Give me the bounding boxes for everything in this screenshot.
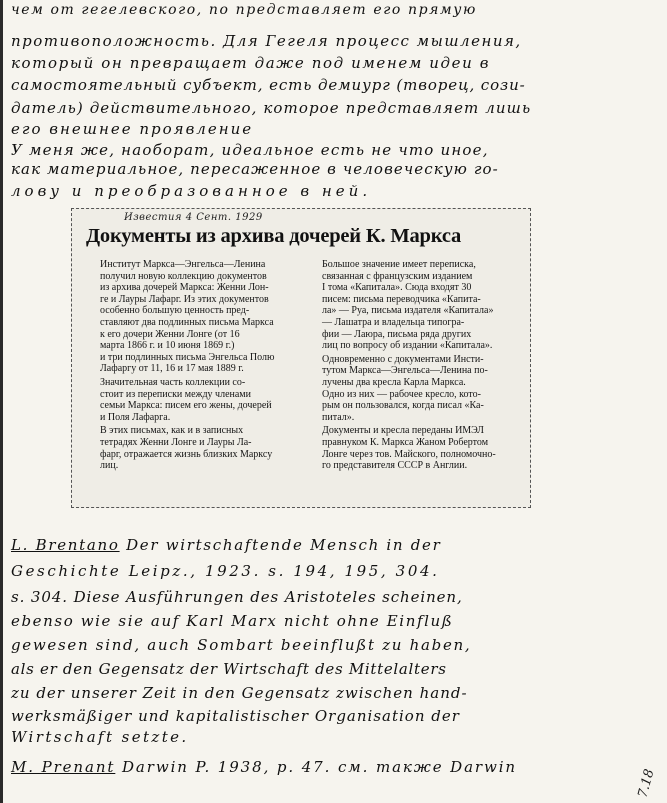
clipping-line: получил новую коллекцию документов [100,270,267,282]
clipping-line: лиц. [100,460,119,472]
clipping-paragraph [308,259,518,352]
clipping-line: к его дочери Женни Лонге (от 16 [100,328,240,340]
page-number: 7.18 [635,767,658,800]
handwritten-line: его внешнее проявление [11,120,254,138]
clipping-line: из архива дочерей Маркса: Женни Лон- [100,282,269,294]
handwritten-line: Wirtschaft setzte. [11,728,189,746]
newspaper-clipping [71,208,531,508]
clipping-line: писем: письма переводчика «Капита- [322,293,481,305]
handwritten-line: Geschichte Leipz., 1923. s. 194, 195, 304. [11,562,440,580]
clipping-right-column [308,259,518,474]
clipping-line: и Поля Лафарга. [100,411,171,423]
clipping-line: стоит из переписки между членами [100,388,251,400]
handwritten-line: als er den Gegensatz der Wirtschaft des Mittelalters [11,660,447,678]
clipping-line: ставляют два подлинных письма Маркса [100,316,274,328]
clipping-paragraph [86,425,296,471]
clipping-line: и три подлинных письма Энгельса Полю [100,351,275,363]
handwritten-line: датель) действительного, которое представляет лишь [11,99,532,117]
reference-author: M. Prenant [11,758,116,776]
clipping-line: рым он пользовался, когда писал «Ка- [322,400,484,412]
handwritten-line: У меня же, наоборат, идеальное есть не что иное, [11,141,489,159]
handwritten-line: werksmäßiger und kapitalistischer Organisation der [11,707,460,725]
handwritten-line: gewesen sind, auch Sombart beeinflußt zu haben, [11,636,472,654]
reference-author: L. Brentano [11,536,120,554]
clipping-line: го представителя СССР в Англии. [322,460,468,472]
handwritten-line: самостоятельный субъект, есть демиург (творец, сози- [11,76,526,94]
clipping-paragraph [308,425,518,471]
reference-title: Der wirtschaftende Mensch in der [126,536,442,554]
clipping-line: — Лашатра и владельца типогра- [322,316,465,328]
clipping-line: марта 1866 г. и 10 июня 1869 г.) [100,340,235,352]
clipping-line: ге и Лауры Лафарг. Из этих документов [100,293,269,305]
handwritten-line: лову и преобразованное в ней. [11,182,372,200]
clipping-left-column [86,259,296,474]
clipping-line: Большое значение имеет переписка, [322,259,476,270]
handwritten-line: zu der unserer Zeit in den Gegensatz zwischen hand- [11,684,468,702]
clipping-line: Одно из них — рабочее кресло, кото- [322,388,481,400]
handwritten-line: ebenso wie sie auf Karl Marx nicht ohne Einfluß [11,612,454,630]
clipping-paragraph [86,259,296,375]
reference-citation: Darwin P. 1938, p. 47. см. также Darwin [122,758,517,776]
handwritten-line: чем от гегелевского, по представляет его прямую [11,2,477,18]
handwritten-line: противоположность. Для Гегеля процесс мышления, [11,32,522,50]
clipping-paragraph [308,354,518,424]
clipping-line: лиц по вопросу об издании «Капитала». [322,340,493,352]
clipping-line: тутом Маркса—Энгельса—Ленина по- [322,365,488,377]
handwritten-line: как материальное, пересаженное в человеческую го- [11,160,499,178]
clipping-headline: Документы из архива дочерей К. Маркса [86,225,462,247]
clipping-line: семьи Маркса: писем его жены, дочерей [100,400,272,412]
clipping-line: Одновременно с документами Инсти- [322,353,484,365]
clipping-source-note: Известия 4 Сент. 1929 [124,212,263,223]
clipping-line: фарг, отражается жизнь близких Марксу [100,448,273,460]
clipping-line: связанная с французским изданием [322,270,473,282]
clipping-line: лучены два кресла Карла Маркса. [322,376,466,388]
clipping-line: тетрадях Женни Лонге и Лауры Ла- [100,436,252,448]
clipping-line: Лафаргу от 11, 16 и 17 мая 1889 г. [100,363,244,375]
clipping-line: Документы и кресла переданы ИМЭЛ [322,425,484,437]
clipping-line: В этих письмах, как и в записных [100,425,244,437]
handwritten-line: s. 304. Diese Ausführungen des Aristoteles scheinen, [11,588,463,606]
clipping-line: ла» — Руа, письма издателя «Капитала» [322,305,494,317]
clipping-line: Значительная часть коллекции со- [100,376,246,388]
clipping-line: Лонге через тов. Майского, полномочно- [322,448,496,460]
clipping-line: особенно большую ценность пред- [100,305,250,317]
handwritten-line [11,536,442,554]
clipping-line: правнуком К. Маркса Жаном Робертом [322,436,489,448]
clipping-line: фии — Лаюра, письма ряда других [322,328,472,340]
clipping-columns [86,259,518,474]
clipping-line: питал». [322,411,355,423]
handwritten-line: который он превращает даже под именем идеи в [11,54,491,72]
clipping-paragraph [86,377,296,423]
handwritten-line [11,758,517,776]
clipping-line: I тома «Капитала». Сюда входят 30 [322,282,472,294]
clipping-line: Институт Маркса—Энгельса—Ленина [100,259,266,270]
